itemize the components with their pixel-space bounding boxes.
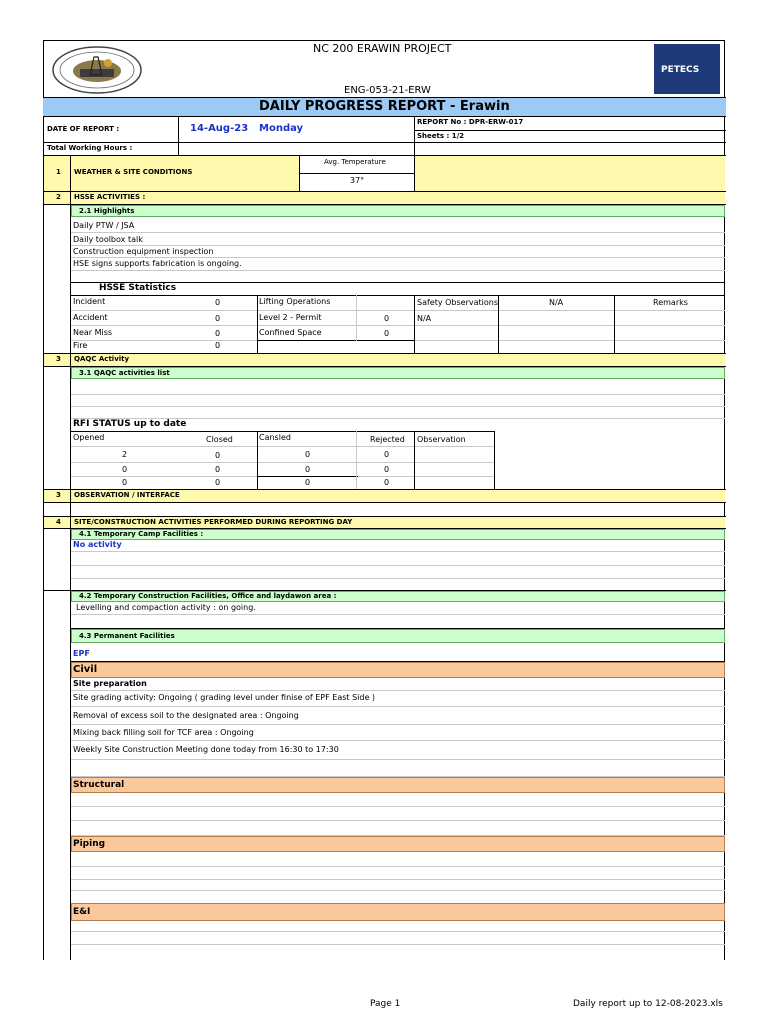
stat-value: 0 [384,329,390,338]
rfi-header-closed: Closed [206,435,233,444]
structural-header [71,777,725,793]
hsse-label: HSSE ACTIVITIES : [74,193,146,201]
rfi-cell: 0 [384,478,390,487]
file-name: Daily report up to 12-08-2023.xls [573,999,723,1009]
rfi-cell: 0 [305,450,311,459]
civil-item: Weekly Site Construction Meeting done today from 16:30 to 17:30 [73,745,339,754]
stat-label: Confined Space [259,328,322,337]
stat-label: Level 2 - Permit [259,313,322,322]
qaqc-label: QAQC Activity [74,355,130,363]
zallaf-logo-icon [50,45,144,95]
doc-number: ENG-053-21-ERW [344,85,431,96]
highlight-item: Daily toolbox talk [73,235,143,244]
hsse-num: 2 [56,193,61,201]
weather-num: 1 [56,168,61,176]
date-value: 14-Aug-23 [190,123,249,134]
left-logo [50,45,144,95]
stat-label: Fire [73,341,88,350]
civil-item: Removal of excess soil to the designated area : Ongoing [73,711,299,720]
petecs-logo-text: PETECS [661,65,700,75]
s43-label: 4.3 Permanent Facilities [79,632,175,640]
stat-value: 0 [215,314,221,323]
observation-num: 3 [56,491,61,499]
stat-label: Remarks [653,298,688,307]
rfi-cell: 0 [215,478,221,487]
site-prep-label: Site preparation [73,679,147,688]
structural-label: Structural [73,780,125,790]
rfi-title: RFI STATUS up to date [73,419,187,429]
rfi-cell: 0 [122,478,128,487]
civil-header [71,662,725,678]
civil-label: Civil [73,664,98,675]
right-logo [654,44,720,94]
hsse-header [44,192,725,204]
date-label: DATE OF REPORT : [47,125,120,133]
civil-item: Mixing back filling soil for TCF area : Ongoing [73,728,254,737]
report-title: DAILY PROGRESS REPORT - Erawin [259,99,510,114]
stat-value: N/A [549,298,564,307]
s41-label: 4.1 Temporary Camp Facilities : [79,530,204,538]
site-label: SITE/CONSTRUCTION ACTIVITIES PERFORMED DURING REPORTING DAY [74,518,353,526]
rfi-cell: 0 [215,465,221,474]
hsse-stats-title: HSSE Statistics [99,283,177,293]
qaqc-num: 3 [56,355,61,363]
report-number: REPORT No : DPR-ERW-017 [417,118,524,126]
working-hours-label: Total Working Hours : [47,144,133,152]
piping-header [71,836,725,852]
project-title: NC 200 ERAWIN PROJECT [313,42,452,55]
stat-label: Lifting Operations [259,297,331,306]
ei-label: E&I [73,907,91,917]
s42-label: 4.2 Temporary Construction Facilities, Office and laydawon area : [79,592,337,600]
stat-label: Safety Observations [417,298,499,307]
highlight-item: Daily PTW / JSA [73,221,135,230]
rfi-cell: 0 [122,465,128,474]
highlight-item: HSE signs supports fabrication is ongoing. [73,259,242,268]
rfi-cell: 0 [305,478,311,487]
stat-value: 0 [215,341,221,350]
stat-label: Accident [73,313,108,322]
rfi-cell: 0 [215,451,221,460]
rfi-cell: 0 [384,450,390,459]
stat-label: Incident [73,297,106,306]
ei-header [71,903,725,921]
s41-text: No activity [73,540,122,549]
stat-label: Near Miss [73,328,113,337]
rfi-header-rejected: Rejected [370,435,405,444]
temp-value: 37° [350,176,365,185]
highlight-item: Construction equipment inspection [73,247,214,256]
site-num: 4 [56,518,61,526]
stat-label: N/A [417,314,432,323]
stat-value: 0 [215,298,221,307]
s42-text: Levelling and compaction activity : on going. [76,603,256,612]
piping-label: Piping [73,839,106,849]
rfi-header-opened: Opened [73,433,105,442]
rfi-header-cansled: Cansled [259,433,291,442]
sheets: Sheets : 1/2 [417,132,465,140]
qaqc-header [44,354,725,366]
rfi-cell: 0 [384,465,390,474]
rfi-cell: 2 [122,450,128,459]
weather-label: WEATHER & SITE CONDITIONS [74,168,193,176]
rfi-header-observation: Observation [417,435,466,444]
epf-label: EPF [73,649,90,658]
day-value: Monday [259,123,304,134]
highlights-label: 2.1 Highlights [79,207,135,215]
civil-item: Site grading activity: Ongoing ( grading level under finise of EPF East Side ) [73,693,376,702]
highlights-header [71,205,725,217]
stat-value: 0 [384,314,390,323]
observation-label: OBSERVATION / INTERFACE [74,491,180,499]
temp-label: Avg. Temperature [324,158,386,166]
stat-value: 0 [215,329,221,338]
qaqc-list-label: 3.1 QAQC activities list [79,369,170,377]
rfi-cell: 0 [305,465,311,474]
page-number: Page 1 [370,999,401,1009]
